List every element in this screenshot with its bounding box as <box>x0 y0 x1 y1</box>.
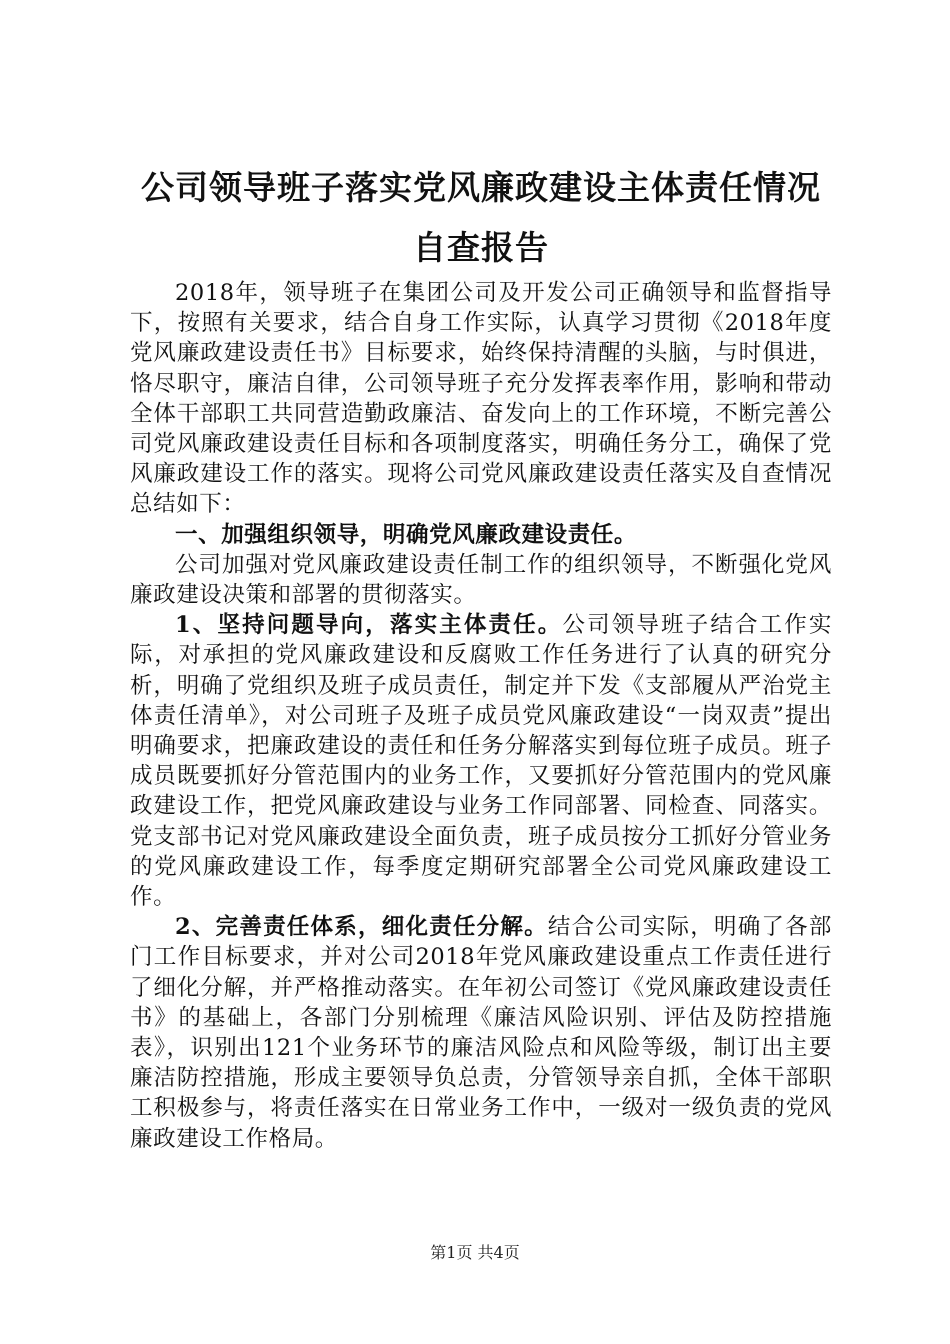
section-heading-1: 一、加强组织领导，明确党风廉政建设责任。 <box>175 521 638 548</box>
item1-heading: 1、坚持问题导向，落实主体责任。 <box>175 612 563 639</box>
paragraph-intro: 2018年，领导班子在集团公司及开发公司正确领导和监督指导下，按照有关要求，结合自身工作实际，认真学习贯彻《2018年度党风廉政建设责任书》目标要求，始终保持清醒的头脑，与时俱进，恪尽职守，廉洁自律，公司领导班子充分发挥表率作用，影响和带动全体干部职工共同营造勤政廉洁、奋发向上的工作环境，不断完善公司党风廉政建设责任目标和各项制度落实，明确任务分工，确保了党风廉政建设工作的落实。现将公司党风廉政建设责任落实及自查情况总结如下： <box>130 280 832 518</box>
document-body <box>130 278 832 1154</box>
document-title-line2: 自查报告 <box>413 228 549 267</box>
item2-heading: 2、完善责任体系，细化责任分解。 <box>175 914 548 941</box>
paragraph-item2 <box>130 912 832 1154</box>
paragraph-section1: 公司加强对党风廉政建设责任制工作的组织领导，不断强化党风廉政建设决策和部署的贯彻落实。 <box>130 551 832 609</box>
item1-text: 公司领导班子结合工作实际，对承担的党风廉政建设和反腐败工作任务进行了认真的研究分析，明确了党组织及班子成员责任，制定并下发《支部履从严治党主体责任清单》，对公司班子及班子成员党风廉政建设“一岗双责”提出明确要求，把廉政建设的责任和任务分解落实到每位班子成员。班子成员既要抓好分管范围内的业务工作，又要抓好分管范围内的党风廉政建设工作，把党风廉政建设与业务工作同部署、同检查、同落实。党支部书记对党风廉政建设全面负责，班子成员按分工抓好分管业务的党风廉政建设工作，每季度定期研究部署全公司党风廉政建设工作。 <box>130 612 832 911</box>
document-title-line1: 公司领导班子落实党风廉政建设主体责任情况 <box>141 168 821 207</box>
item2-text: 结合公司实际，明确了各部门工作目标要求，并对公司2018年党风廉政建设重点工作责任进行了细化分解，并严格推动落实。在年初公司签订《党风廉政建设责任书》的基础上，各部门分别梳理《廉洁风险识别、评估及防控措施表》，识别出121个业务环节的廉洁风险点和风险等级，制订出主要廉洁防控措施，形成主要领导负总责，分管领导亲自抓，全体干部职工积极参与，将责任落实在日常业务工作中，一级对一级负责的党风廉政建设工作格局。 <box>130 914 832 1152</box>
page-footer: 第1页 共4页 <box>430 1243 520 1262</box>
paragraph-item1 <box>130 610 832 912</box>
